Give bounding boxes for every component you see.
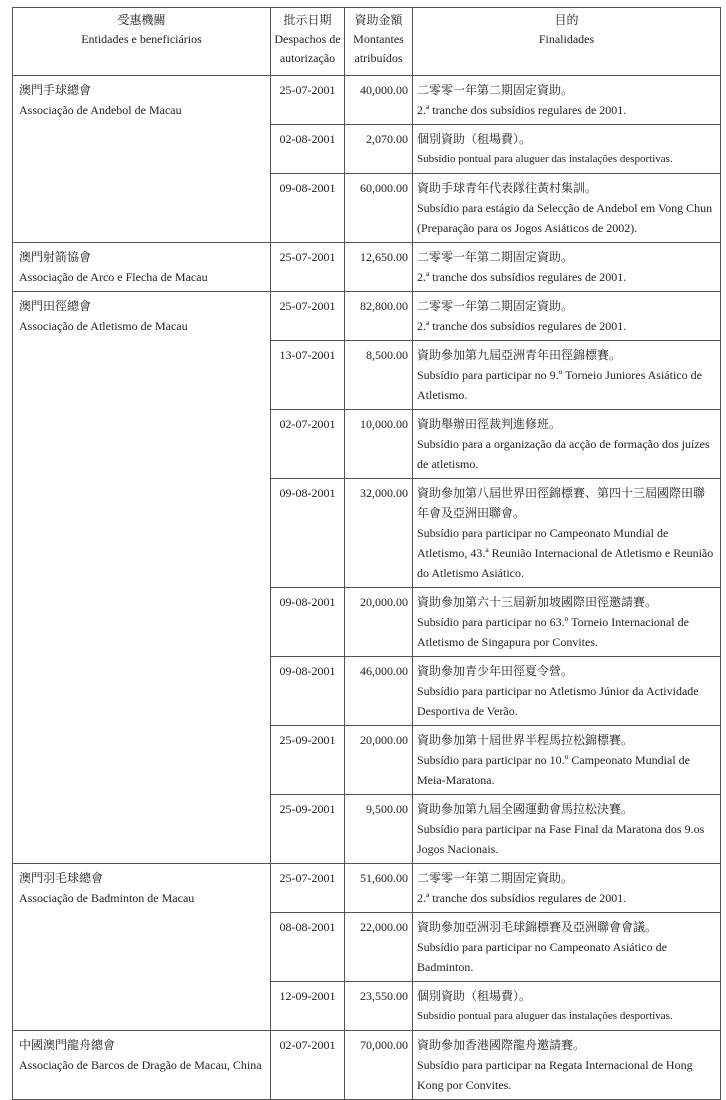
purpose-cell — [413, 726, 721, 795]
purpose-cell — [413, 588, 721, 657]
purpose-cell — [413, 341, 721, 410]
purpose-cn: 二零零一年第二期固定資助。 — [417, 250, 574, 264]
amount-cell: 32,000.00 — [345, 479, 413, 588]
purpose-cn: 資助參加第八屆世界田徑錦標賽、第四十三屆國際田聯年會及亞洲田聯會。 — [417, 486, 706, 520]
table-row — [13, 795, 721, 864]
purpose-pt: Subsídio para participar na Fase Final da Maratona dos 9.os Jogos Nacionais. — [417, 822, 705, 856]
header-entity — [13, 8, 271, 76]
header-entity-cn: 受惠機關 — [117, 13, 166, 27]
purpose-cn: 資助參加青少年田徑夏令營。 — [417, 664, 574, 678]
header-date-cn: 批示日期 — [283, 13, 332, 27]
date-cell: 13-07-2001 — [271, 341, 345, 410]
amount-cell: 9,500.00 — [345, 795, 413, 864]
purpose-cell — [413, 795, 721, 864]
table-row — [13, 174, 721, 243]
amount-cell: 23,550.00 — [345, 982, 413, 1031]
subsidy-table-container — [12, 7, 720, 1100]
amount-cell: 2,070.00 — [345, 125, 413, 174]
purpose-cn: 二零零一年第二期固定資助。 — [417, 299, 574, 313]
entity-name-pt: Associação de Barcos de Dragão de Macau, China — [19, 1058, 262, 1072]
purpose-pt: Subsídio para participar no Campeonato Asiático de Badminton. — [417, 940, 667, 974]
purpose-pt: Subsídio para participar no Atletismo Júnior da Actividade Desportiva de Verão. — [417, 684, 699, 718]
amount-cell: 82,800.00 — [345, 292, 413, 341]
entity-cell — [13, 410, 271, 479]
subsidy-table — [12, 7, 721, 1100]
purpose-cell — [413, 1031, 721, 1100]
purpose-pt: Subsídio para participar no 63.º Torneio Internacional de Atletismo de Singapura por Convites. — [417, 615, 689, 649]
purpose-cn: 資助參加亞洲羽毛球錦標賽及亞洲聯會會議。 — [417, 920, 658, 934]
table-row — [13, 657, 721, 726]
entity-cell — [13, 174, 271, 243]
amount-cell: 8,500.00 — [345, 341, 413, 410]
purpose-pt: Subsídio para a organização da acção de formação dos juízes de atletismo. — [417, 437, 710, 471]
purpose-pt: Subsídio para participar no 10.º Campeonato Mundial de Meia-Maratona. — [417, 753, 690, 787]
header-amount-pt1: Montantes — [353, 32, 404, 46]
header-purpose-pt: Finalidades — [538, 32, 595, 46]
date-cell: 09-08-2001 — [271, 479, 345, 588]
table-row — [13, 479, 721, 588]
entity-name-cn: 澳門田徑總會 — [19, 299, 92, 313]
entity-cell — [13, 1031, 271, 1100]
table-row — [13, 726, 721, 795]
entity-name-pt: Associação de Atletismo de Macau — [19, 319, 188, 333]
header-purpose-cn: 目的 — [554, 13, 579, 27]
purpose-cn: 資助參加第十屆世界半程馬拉松錦標賽。 — [417, 733, 634, 747]
amount-cell: 51,600.00 — [345, 864, 413, 913]
purpose-pt: 2.ª tranche dos subsídios regulares de 2001. — [417, 103, 627, 117]
purpose-cn: 資助手球青年代表隊往黃村集訓。 — [417, 181, 598, 195]
table-row — [13, 292, 721, 341]
purpose-cell — [413, 292, 721, 341]
table-body — [13, 76, 721, 1100]
purpose-pt: Subsídio para participar na Regata Internacional de Hong Kong por Convites. — [417, 1058, 693, 1092]
date-cell: 25-07-2001 — [271, 76, 345, 125]
date-cell: 25-07-2001 — [271, 243, 345, 292]
entity-cell — [13, 864, 271, 913]
table-row — [13, 913, 721, 982]
purpose-cell — [413, 76, 721, 125]
purpose-cell — [413, 657, 721, 726]
purpose-pt: 2.ª tranche dos subsídios regulares de 2001. — [417, 270, 627, 284]
purpose-cell — [413, 174, 721, 243]
entity-name-cn: 中國澳門龍舟總會 — [19, 1038, 116, 1052]
date-cell: 25-09-2001 — [271, 795, 345, 864]
amount-cell: 12,650.00 — [345, 243, 413, 292]
purpose-pt: Subsídio pontual para aluguer das instalações desportivas. — [417, 153, 673, 165]
table-header — [13, 8, 721, 76]
entity-name-cn: 澳門羽毛球總會 — [19, 871, 104, 885]
entity-cell — [13, 795, 271, 864]
purpose-pt: Subsídio para estágio da Selecção de Andebol em Vong Chun (Preparação para os Jogos Asiáticos de 2002). — [417, 201, 713, 235]
purpose-cell — [413, 864, 721, 913]
purpose-pt: Subsídio para participar no Campeonato Mundial de Atletismo, 43.ª Reunião Internacional de Atletismo e Reunião do Atletismo Asiático. — [417, 526, 714, 580]
purpose-pt: Subsídio pontual para aluguer das instalações desportivas. — [417, 1010, 673, 1022]
table-row — [13, 125, 721, 174]
entity-cell — [13, 982, 271, 1031]
entity-cell — [13, 479, 271, 588]
purpose-cn: 資助參加第九屆全國運動會馬拉松決賽。 — [417, 802, 634, 816]
table-row — [13, 341, 721, 410]
amount-cell: 20,000.00 — [345, 726, 413, 795]
header-date-pt1: Despachos de — [274, 32, 341, 46]
entity-name-cn: 澳門手球總會 — [19, 83, 92, 97]
date-cell: 25-09-2001 — [271, 726, 345, 795]
purpose-cn: 資助參加香港國際龍舟邀請賽。 — [417, 1038, 586, 1052]
purpose-cn: 資助參加第六十三屆新加坡國際田徑邀請賽。 — [417, 595, 658, 609]
entity-name-cn: 澳門射箭協會 — [19, 250, 92, 264]
purpose-cn: 個別資助（租場費）。 — [417, 989, 532, 1003]
date-cell: 02-07-2001 — [271, 1031, 345, 1100]
entity-cell — [13, 913, 271, 982]
amount-cell: 10,000.00 — [345, 410, 413, 479]
header-amount-cn: 資助金額 — [354, 13, 403, 27]
date-cell: 09-08-2001 — [271, 588, 345, 657]
amount-cell: 20,000.00 — [345, 588, 413, 657]
entity-cell — [13, 726, 271, 795]
entity-cell — [13, 657, 271, 726]
table-row — [13, 864, 721, 913]
date-cell: 02-08-2001 — [271, 125, 345, 174]
purpose-cell — [413, 479, 721, 588]
purpose-pt: 2.ª tranche dos subsídios regulares de 2001. — [417, 319, 627, 333]
header-amount — [345, 8, 413, 76]
date-cell: 08-08-2001 — [271, 913, 345, 982]
entity-name-pt: Associação de Andebol de Macau — [19, 103, 182, 117]
table-row — [13, 76, 721, 125]
purpose-cn: 資助舉辦田徑裁判進修班。 — [417, 417, 562, 431]
amount-cell: 40,000.00 — [345, 76, 413, 125]
table-row — [13, 410, 721, 479]
header-entity-pt: Entidades e beneficiários — [81, 32, 202, 46]
entity-cell — [13, 125, 271, 174]
purpose-cell — [413, 913, 721, 982]
table-row — [13, 588, 721, 657]
date-cell: 09-08-2001 — [271, 657, 345, 726]
purpose-pt: 2.ª tranche dos subsídios regulares de 2001. — [417, 891, 627, 905]
amount-cell: 70,000.00 — [345, 1031, 413, 1100]
purpose-cell — [413, 243, 721, 292]
entity-name-pt: Associação de Badminton de Macau — [19, 891, 195, 905]
entity-cell — [13, 341, 271, 410]
table-row — [13, 1031, 721, 1100]
amount-cell: 22,000.00 — [345, 913, 413, 982]
header-date-pt2: autorização — [279, 51, 336, 65]
table-row — [13, 243, 721, 292]
entity-cell — [13, 588, 271, 657]
purpose-cell — [413, 410, 721, 479]
date-cell: 02-07-2001 — [271, 410, 345, 479]
header-amount-pt2: atribuídos — [354, 51, 403, 65]
entity-cell — [13, 76, 271, 125]
entity-cell — [13, 292, 271, 341]
purpose-cell — [413, 125, 721, 174]
purpose-cn: 二零零一年第二期固定資助。 — [417, 871, 574, 885]
date-cell: 09-08-2001 — [271, 174, 345, 243]
date-cell: 25-07-2001 — [271, 864, 345, 913]
purpose-cn: 個別資助（租場費）。 — [417, 132, 532, 146]
date-cell: 12-09-2001 — [271, 982, 345, 1031]
amount-cell: 60,000.00 — [345, 174, 413, 243]
date-cell: 25-07-2001 — [271, 292, 345, 341]
entity-name-pt: Associação de Arco e Flecha de Macau — [19, 270, 208, 284]
header-purpose — [413, 8, 721, 76]
purpose-cn: 二零零一年第二期固定資助。 — [417, 83, 574, 97]
purpose-pt: Subsídio para participar no 9.º Torneio Juniores Asiático de Atletismo. — [417, 368, 702, 402]
purpose-cn: 資助參加第九屆亞洲青年田徑錦標賽。 — [417, 348, 622, 362]
table-row — [13, 982, 721, 1031]
entity-cell — [13, 243, 271, 292]
purpose-cell — [413, 982, 721, 1031]
amount-cell: 46,000.00 — [345, 657, 413, 726]
header-date — [271, 8, 345, 76]
